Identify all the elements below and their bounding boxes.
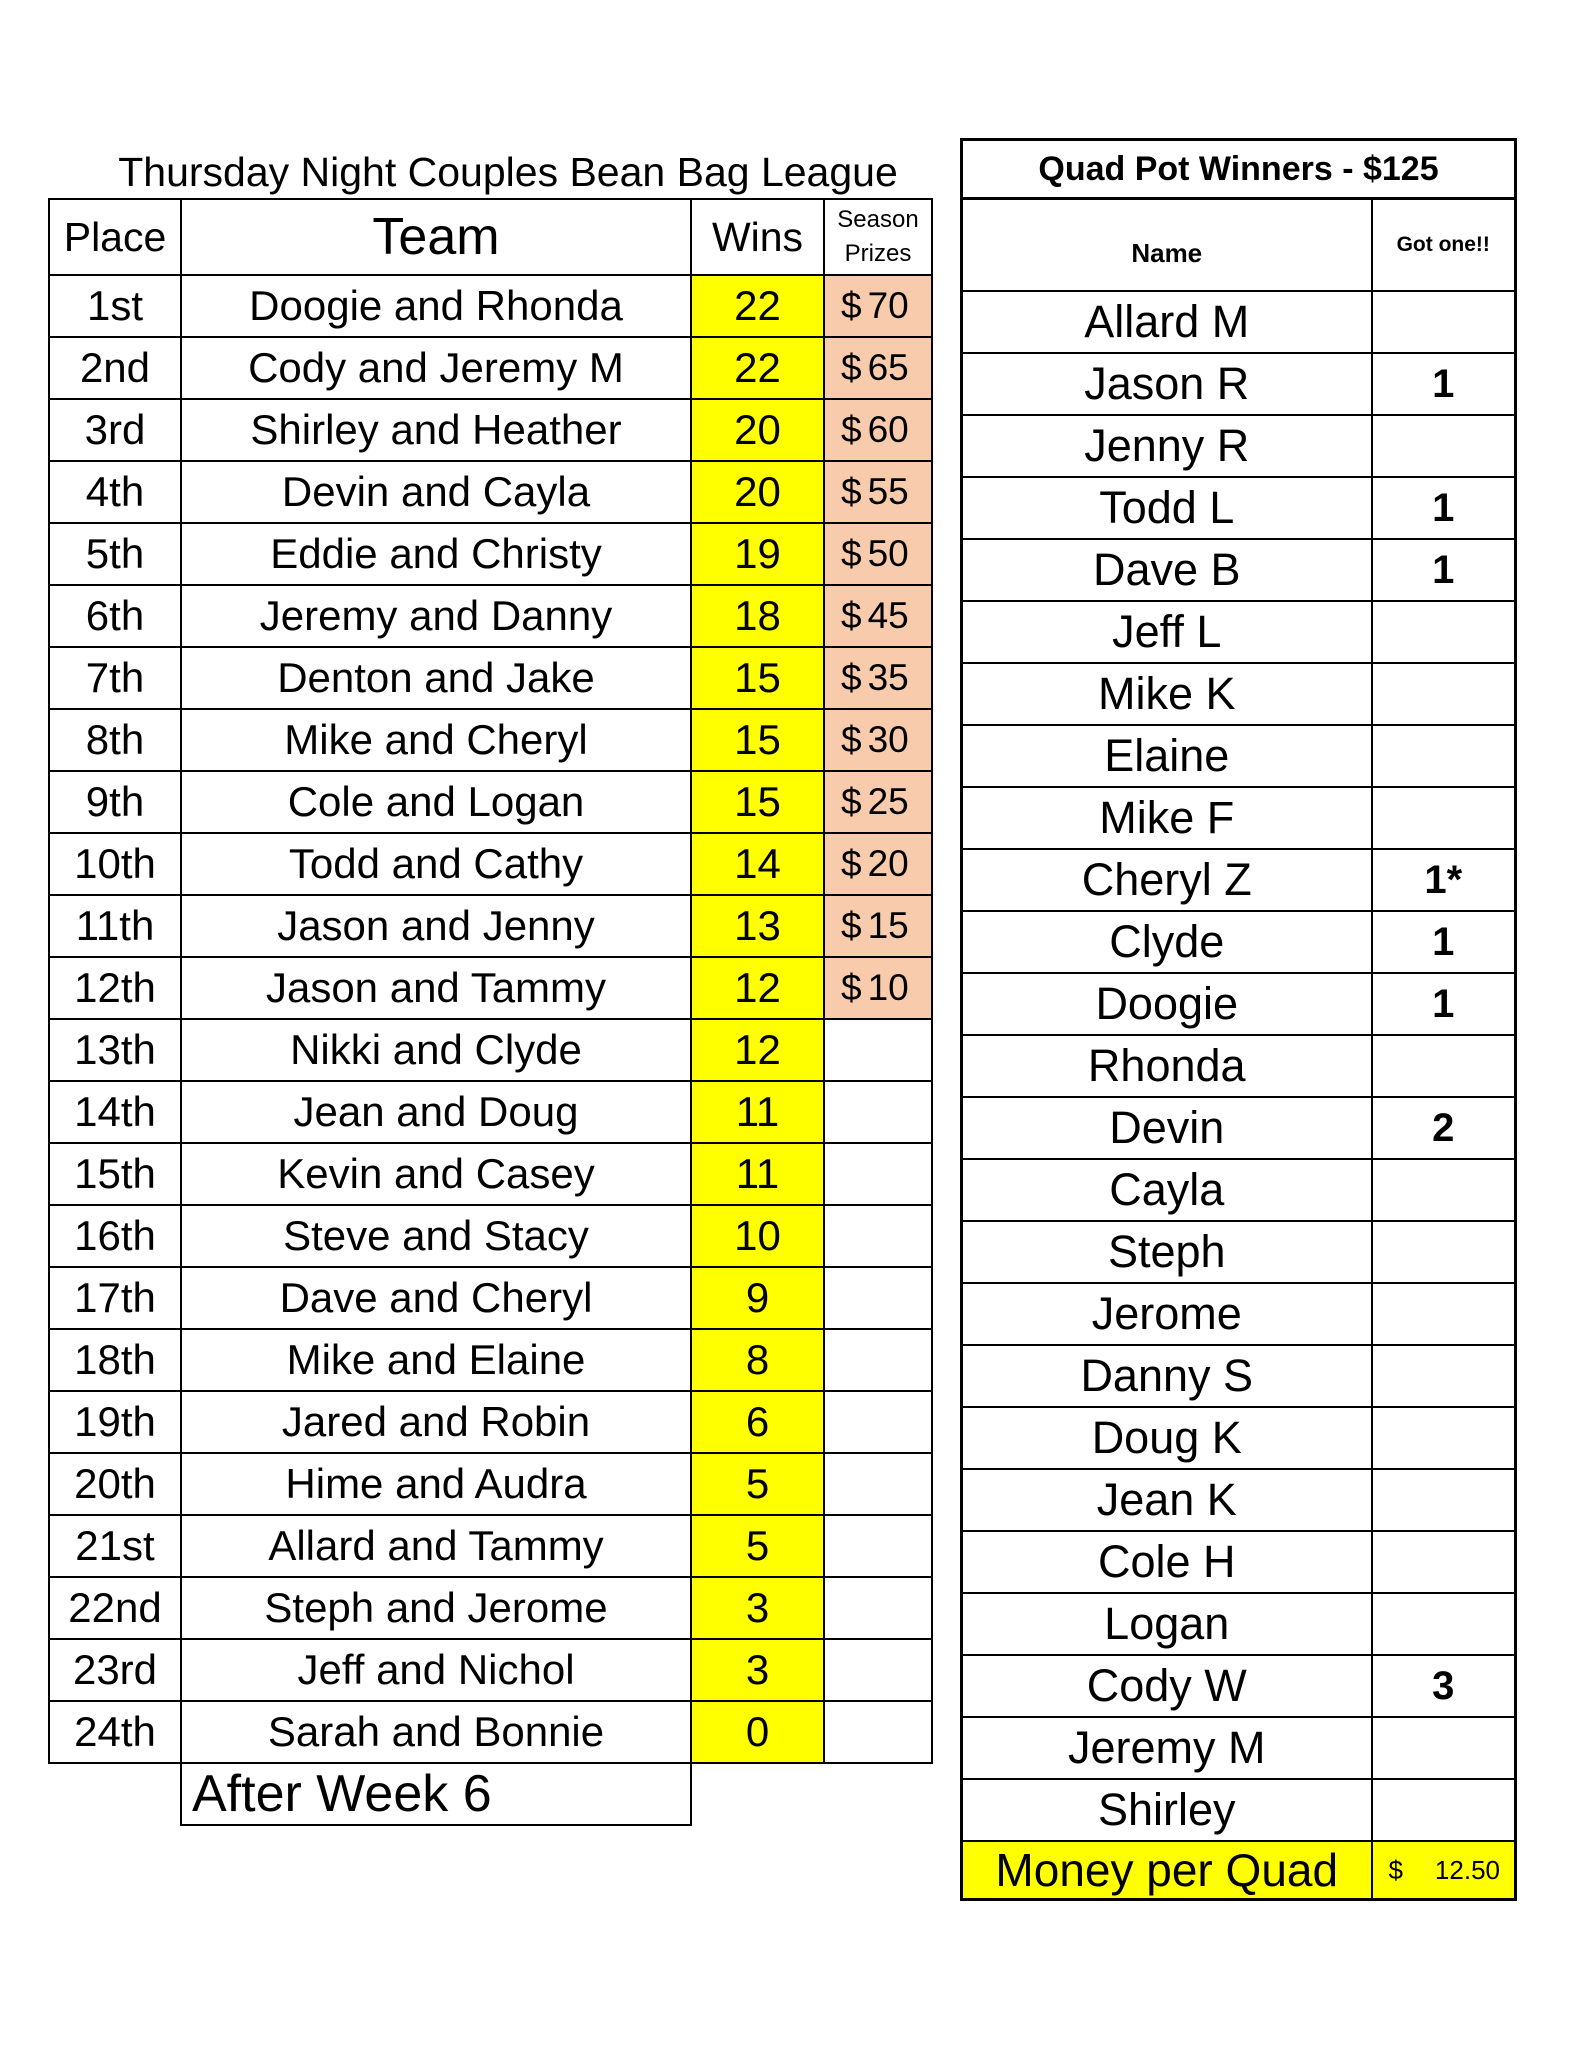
- got-one-cell: 1*: [1372, 849, 1516, 911]
- after-week-label: After Week 6: [181, 1763, 691, 1825]
- got-one-cell: [1372, 1717, 1516, 1779]
- standings-row: [49, 1329, 932, 1391]
- got-one-cell: 1: [1372, 477, 1516, 539]
- wins-cell: 19: [691, 523, 824, 585]
- quad-row: [962, 1779, 1516, 1841]
- quad-name-cell: Cheryl Z: [962, 849, 1372, 911]
- standings-row: [49, 1205, 932, 1267]
- season-prizes-header-line2: Prizes: [844, 240, 912, 267]
- place-cell: 18th: [49, 1329, 181, 1391]
- quad-name-cell: Jerome: [962, 1283, 1372, 1345]
- place-cell: 10th: [49, 833, 181, 895]
- wins-cell: 11: [691, 1081, 824, 1143]
- place-cell: 4th: [49, 461, 181, 523]
- standings-row: [49, 833, 932, 895]
- prize-cell: [824, 1267, 932, 1329]
- quad-row: [962, 1717, 1516, 1779]
- quad-row: [962, 291, 1516, 353]
- quad-name-cell: Doogie: [962, 973, 1372, 1035]
- wins-header: Wins: [691, 199, 824, 275]
- team-cell: Hime and Audra: [181, 1453, 691, 1515]
- prize-cell: [824, 833, 932, 895]
- place-header: Place: [49, 199, 181, 275]
- team-cell: Eddie and Christy: [181, 523, 691, 585]
- standings-table: [48, 198, 933, 1826]
- prize-amount: 65: [867, 347, 909, 388]
- standings-row: [49, 895, 932, 957]
- got-one-cell: [1372, 1593, 1516, 1655]
- prize-cell: [824, 1515, 932, 1577]
- wins-cell: 15: [691, 647, 824, 709]
- prize-amount: 55: [867, 471, 909, 512]
- quad-row: [962, 663, 1516, 725]
- place-cell: 11th: [49, 895, 181, 957]
- prize-cell: [824, 275, 932, 337]
- quad-name-cell: Todd L: [962, 477, 1372, 539]
- place-cell: 21st: [49, 1515, 181, 1577]
- place-cell: 9th: [49, 771, 181, 833]
- team-cell: Devin and Cayla: [181, 461, 691, 523]
- place-cell: 13th: [49, 1019, 181, 1081]
- team-cell: Shirley and Heather: [181, 399, 691, 461]
- place-cell: 23rd: [49, 1639, 181, 1701]
- prize-amount: 35: [867, 657, 909, 698]
- got-one-cell: [1372, 415, 1516, 477]
- prize-amount: 70: [867, 285, 909, 326]
- quad-name-cell: Elaine: [962, 725, 1372, 787]
- team-cell: Jeremy and Danny: [181, 585, 691, 647]
- team-cell: Cody and Jeremy M: [181, 337, 691, 399]
- got-one-cell: [1372, 1407, 1516, 1469]
- wins-cell: 9: [691, 1267, 824, 1329]
- wins-cell: 12: [691, 1019, 824, 1081]
- wins-cell: 15: [691, 709, 824, 771]
- prize-cell: [824, 957, 932, 1019]
- quad-name-cell: Jason R: [962, 353, 1372, 415]
- prize-currency-symbol: $: [841, 967, 862, 1008]
- prize-amount: 60: [867, 409, 909, 450]
- got-one-cell: [1372, 1779, 1516, 1841]
- standings-row: [49, 585, 932, 647]
- quad-row: [962, 1469, 1516, 1531]
- place-cell: 5th: [49, 523, 181, 585]
- place-cell: 15th: [49, 1143, 181, 1205]
- quad-title-row: [962, 140, 1516, 199]
- wins-cell: 22: [691, 337, 824, 399]
- quad-pot-title: Quad Pot Winners - $125: [962, 140, 1516, 199]
- wins-cell: 22: [691, 275, 824, 337]
- place-cell: 6th: [49, 585, 181, 647]
- prize-amount: 15: [867, 905, 909, 946]
- season-prizes-header-line1: Season: [837, 206, 919, 233]
- team-cell: Todd and Cathy: [181, 833, 691, 895]
- place-cell: 17th: [49, 1267, 181, 1329]
- quad-name-cell: Jenny R: [962, 415, 1372, 477]
- quad-row: [962, 477, 1516, 539]
- got-one-header: Got one!!: [1372, 199, 1516, 292]
- blank-cell: [691, 1763, 824, 1825]
- quad-row: [962, 725, 1516, 787]
- prize-cell: [824, 1205, 932, 1267]
- quad-row: [962, 539, 1516, 601]
- prize-cell: [824, 1639, 932, 1701]
- quad-row: [962, 1655, 1516, 1717]
- team-cell: Jason and Jenny: [181, 895, 691, 957]
- place-cell: 12th: [49, 957, 181, 1019]
- prize-cell: [824, 1081, 932, 1143]
- quad-row: [962, 787, 1516, 849]
- wins-cell: 12: [691, 957, 824, 1019]
- team-cell: Doogie and Rhonda: [181, 275, 691, 337]
- prize-cell: [824, 647, 932, 709]
- quad-name-cell: Clyde: [962, 911, 1372, 973]
- team-cell: Allard and Tammy: [181, 1515, 691, 1577]
- team-cell: Denton and Jake: [181, 647, 691, 709]
- quad-name-cell: Cayla: [962, 1159, 1372, 1221]
- quad-name-cell: Shirley: [962, 1779, 1372, 1841]
- quad-name-cell: Doug K: [962, 1407, 1372, 1469]
- team-cell: Steve and Stacy: [181, 1205, 691, 1267]
- prize-amount: 45: [867, 595, 909, 636]
- prize-cell: [824, 771, 932, 833]
- team-cell: Mike and Cheryl: [181, 709, 691, 771]
- prize-currency-symbol: $: [841, 409, 862, 450]
- prize-currency-symbol: $: [841, 657, 862, 698]
- prize-cell: [824, 895, 932, 957]
- wins-cell: 15: [691, 771, 824, 833]
- standings-row: [49, 1391, 932, 1453]
- standings-row: [49, 957, 932, 1019]
- standings-row: [49, 1701, 932, 1763]
- quad-name-cell: Jean K: [962, 1469, 1372, 1531]
- got-one-cell: [1372, 1469, 1516, 1531]
- prize-cell: [824, 585, 932, 647]
- team-cell: Dave and Cheryl: [181, 1267, 691, 1329]
- standings-row: [49, 647, 932, 709]
- prize-currency-symbol: $: [841, 905, 862, 946]
- got-one-cell: [1372, 1345, 1516, 1407]
- standings-row: [49, 523, 932, 585]
- team-cell: Sarah and Bonnie: [181, 1701, 691, 1763]
- wins-cell: 20: [691, 399, 824, 461]
- team-cell: Jason and Tammy: [181, 957, 691, 1019]
- standings-row: [49, 1515, 932, 1577]
- place-cell: 7th: [49, 647, 181, 709]
- quad-row: [962, 1531, 1516, 1593]
- quad-name-cell: Cody W: [962, 1655, 1372, 1717]
- prize-amount: 20: [867, 843, 909, 884]
- place-cell: 1st: [49, 275, 181, 337]
- after-week-row: [49, 1763, 932, 1825]
- team-cell: Cole and Logan: [181, 771, 691, 833]
- standings-row: [49, 1639, 932, 1701]
- place-cell: 22nd: [49, 1577, 181, 1639]
- quad-row: [962, 1345, 1516, 1407]
- place-cell: 19th: [49, 1391, 181, 1453]
- quad-name-cell: Danny S: [962, 1345, 1372, 1407]
- quad-name-cell: Dave B: [962, 539, 1372, 601]
- standings-header-row: [49, 199, 932, 275]
- prize-currency-symbol: $: [841, 471, 862, 512]
- standings-row: [49, 461, 932, 523]
- prize-amount: 10: [867, 967, 909, 1008]
- got-one-cell: 1: [1372, 539, 1516, 601]
- wins-cell: 5: [691, 1453, 824, 1515]
- wins-cell: 18: [691, 585, 824, 647]
- money-currency-symbol: $: [1388, 1854, 1403, 1885]
- wins-cell: 5: [691, 1515, 824, 1577]
- prize-cell: [824, 1019, 932, 1081]
- quad-name-cell: Allard M: [962, 291, 1372, 353]
- got-one-cell: [1372, 1035, 1516, 1097]
- quad-row: [962, 1593, 1516, 1655]
- quad-row: [962, 1159, 1516, 1221]
- team-cell: Steph and Jerome: [181, 1577, 691, 1639]
- quad-pot-table: [960, 138, 1517, 1901]
- quad-row: [962, 1283, 1516, 1345]
- prize-currency-symbol: $: [841, 719, 862, 760]
- team-cell: Jeff and Nichol: [181, 1639, 691, 1701]
- wins-cell: 3: [691, 1639, 824, 1701]
- wins-cell: 3: [691, 1577, 824, 1639]
- quad-name-cell: Steph: [962, 1221, 1372, 1283]
- prize-currency-symbol: $: [841, 533, 862, 574]
- quad-row: [962, 601, 1516, 663]
- standings-row: [49, 1453, 932, 1515]
- quad-name-cell: Devin: [962, 1097, 1372, 1159]
- blank-cell: [824, 1763, 932, 1825]
- got-one-cell: [1372, 1221, 1516, 1283]
- prize-currency-symbol: $: [841, 843, 862, 884]
- league-title: Thursday Night Couples Bean Bag League: [118, 149, 898, 195]
- quad-row: [962, 1097, 1516, 1159]
- prize-cell: [824, 1701, 932, 1763]
- wins-cell: 11: [691, 1143, 824, 1205]
- place-cell: 3rd: [49, 399, 181, 461]
- prize-amount: 50: [867, 533, 909, 574]
- quad-name-cell: Jeff L: [962, 601, 1372, 663]
- standings-row: [49, 399, 932, 461]
- team-header: Team: [181, 199, 691, 275]
- place-cell: 16th: [49, 1205, 181, 1267]
- wins-cell: 20: [691, 461, 824, 523]
- team-cell: Jared and Robin: [181, 1391, 691, 1453]
- standings-row: [49, 337, 932, 399]
- prize-currency-symbol: $: [841, 781, 862, 822]
- quad-name-cell: Jeremy M: [962, 1717, 1372, 1779]
- got-one-cell: 3: [1372, 1655, 1516, 1717]
- quad-row: [962, 415, 1516, 477]
- team-cell: Nikki and Clyde: [181, 1019, 691, 1081]
- prize-cell: [824, 399, 932, 461]
- standings-row: [49, 275, 932, 337]
- prize-cell: [824, 1143, 932, 1205]
- got-one-cell: [1372, 1531, 1516, 1593]
- wins-cell: 8: [691, 1329, 824, 1391]
- prize-currency-symbol: $: [841, 595, 862, 636]
- place-cell: 14th: [49, 1081, 181, 1143]
- got-one-cell: 2: [1372, 1097, 1516, 1159]
- standings-row: [49, 771, 932, 833]
- prize-cell: [824, 1391, 932, 1453]
- team-cell: Kevin and Casey: [181, 1143, 691, 1205]
- money-amount: 12.50: [1434, 1854, 1500, 1885]
- got-one-cell: [1372, 725, 1516, 787]
- prize-cell: [824, 337, 932, 399]
- place-cell: 8th: [49, 709, 181, 771]
- quad-row: [962, 973, 1516, 1035]
- got-one-cell: 1: [1372, 911, 1516, 973]
- got-one-cell: [1372, 291, 1516, 353]
- place-cell: 24th: [49, 1701, 181, 1763]
- prize-cell: [824, 709, 932, 771]
- wins-cell: 14: [691, 833, 824, 895]
- got-one-cell: [1372, 663, 1516, 725]
- wins-cell: 10: [691, 1205, 824, 1267]
- got-one-cell: 1: [1372, 353, 1516, 415]
- quad-row: [962, 1407, 1516, 1469]
- quad-name-cell: Mike F: [962, 787, 1372, 849]
- quad-name-cell: Mike K: [962, 663, 1372, 725]
- prize-amount: 30: [867, 719, 909, 760]
- got-one-cell: [1372, 1283, 1516, 1345]
- money-per-quad-label: Money per Quad: [962, 1841, 1372, 1900]
- money-per-quad-row: [962, 1841, 1516, 1900]
- standings-row: [49, 1019, 932, 1081]
- quad-row: [962, 1035, 1516, 1097]
- money-per-quad-value: [1372, 1841, 1516, 1900]
- quad-name-cell: Cole H: [962, 1531, 1372, 1593]
- got-one-cell: 1: [1372, 973, 1516, 1035]
- prize-cell: [824, 523, 932, 585]
- wins-cell: 6: [691, 1391, 824, 1453]
- standings-row: [49, 1267, 932, 1329]
- quad-row: [962, 1221, 1516, 1283]
- quad-row: [962, 849, 1516, 911]
- prize-cell: [824, 1453, 932, 1515]
- got-one-cell: [1372, 601, 1516, 663]
- quad-name-cell: Rhonda: [962, 1035, 1372, 1097]
- prize-cell: [824, 1329, 932, 1391]
- prize-cell: [824, 1577, 932, 1639]
- team-cell: Mike and Elaine: [181, 1329, 691, 1391]
- prize-cell: [824, 461, 932, 523]
- prize-amount: 25: [867, 781, 909, 822]
- standings-row: [49, 709, 932, 771]
- place-cell: 2nd: [49, 337, 181, 399]
- quad-name-cell: Logan: [962, 1593, 1372, 1655]
- quad-header-row: [962, 199, 1516, 292]
- standings-row: [49, 1143, 932, 1205]
- standings-row: [49, 1577, 932, 1639]
- prize-currency-symbol: $: [841, 347, 862, 388]
- blank-cell: [49, 1763, 181, 1825]
- season-prizes-header: [824, 199, 932, 275]
- team-cell: Jean and Doug: [181, 1081, 691, 1143]
- prize-currency-symbol: $: [841, 285, 862, 326]
- got-one-cell: [1372, 1159, 1516, 1221]
- got-one-cell: [1372, 787, 1516, 849]
- name-header: Name: [962, 199, 1372, 292]
- quad-row: [962, 911, 1516, 973]
- quad-row: [962, 353, 1516, 415]
- wins-cell: 13: [691, 895, 824, 957]
- wins-cell: 0: [691, 1701, 824, 1763]
- standings-row: [49, 1081, 932, 1143]
- place-cell: 20th: [49, 1453, 181, 1515]
